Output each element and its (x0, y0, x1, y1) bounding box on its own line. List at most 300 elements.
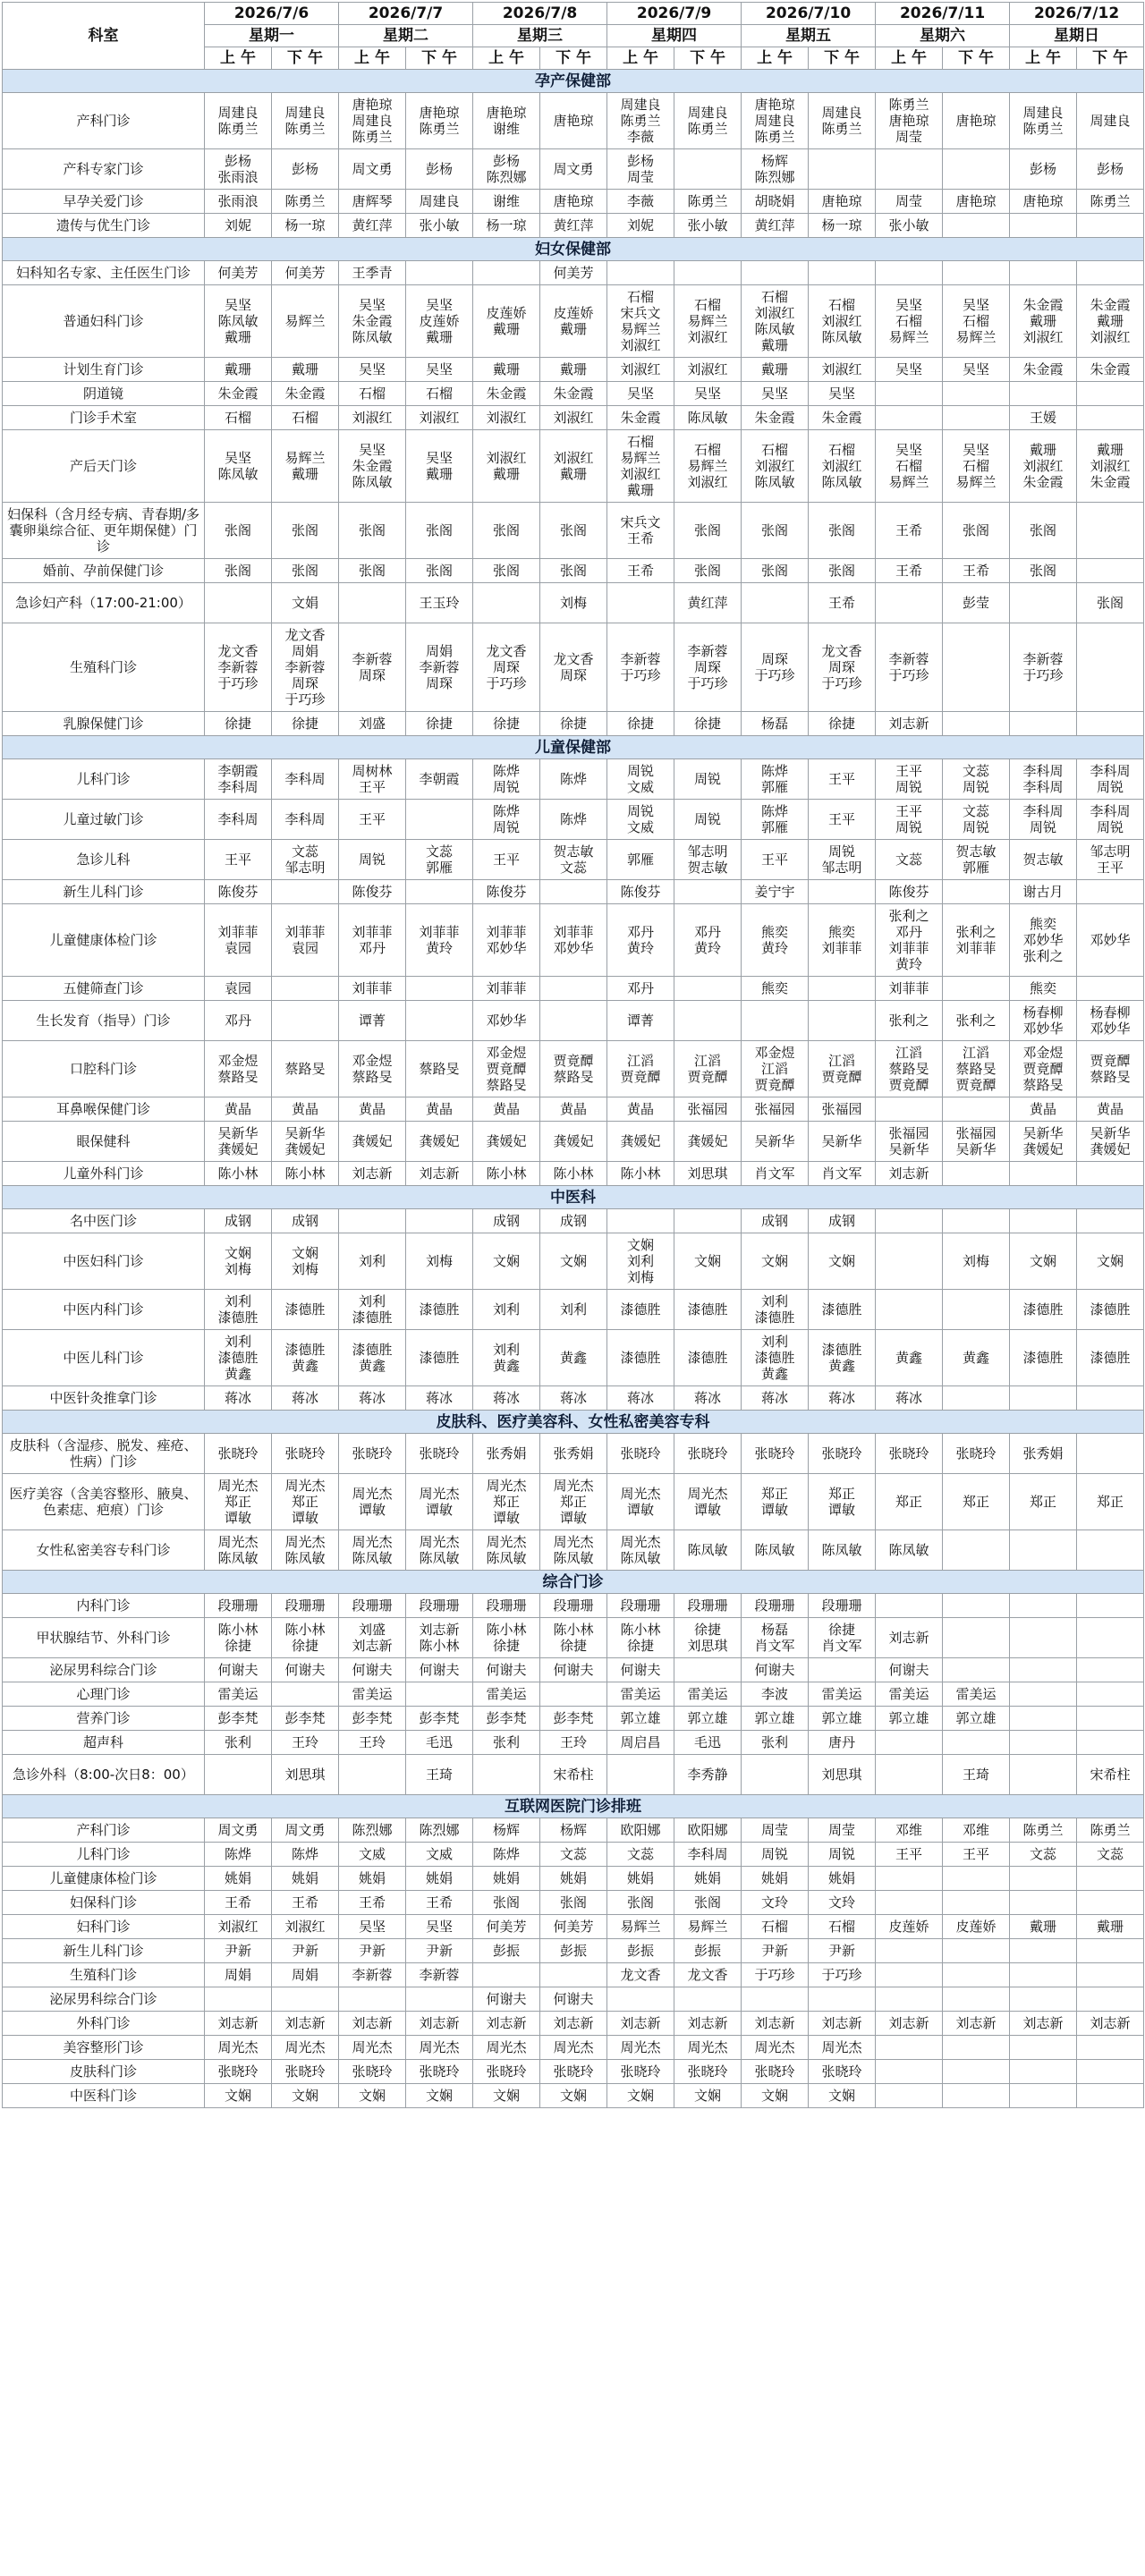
doctor-cell-am: 江滔 蔡路旻 贾竟醰 (876, 1041, 943, 1097)
doctor-cell-am: 周文勇 (339, 149, 406, 190)
doctor-cell-pm: 张阁 (809, 503, 876, 559)
doctor-cell-pm (1077, 559, 1144, 583)
department-name: 妇科知名专家、主任医生门诊 (3, 261, 205, 285)
doctor-cell-pm: 姚娟 (540, 1867, 607, 1891)
schedule-row (3, 1843, 1144, 1867)
doctor-cell-am: 刘妮 (607, 214, 674, 238)
doctor-cell-am: 王平 周锐 (876, 759, 943, 800)
doctor-cell-pm: 漆德胜 (809, 1290, 876, 1330)
doctor-cell-pm: 唐艳琼 陈勇兰 (406, 93, 473, 149)
doctor-cell-pm: 石榴 (272, 406, 339, 430)
doctor-cell-pm: 王平 (809, 800, 876, 840)
department-name: 急诊妇产科（17:00-21:00） (3, 583, 205, 623)
doctor-cell-pm: 张阁 (674, 503, 742, 559)
doctor-cell-pm: 段珊珊 (272, 1594, 339, 1618)
doctor-cell-am: 陈烨 (473, 1843, 540, 1867)
doctor-cell-am (876, 2036, 943, 2060)
doctor-cell-am (876, 1963, 943, 1987)
doctor-cell-pm: 李朝霞 (406, 759, 473, 800)
doctor-cell-am: 刘淑红 戴珊 (473, 430, 540, 503)
doctor-cell-am (876, 2084, 943, 2108)
doctor-cell-pm: 文娴 (1077, 1233, 1144, 1290)
department-name: 中医妇科门诊 (3, 1233, 205, 1290)
slot-pm: 下 午 (406, 47, 473, 70)
date-2026-7-10: 2026/7/10 (742, 3, 876, 25)
slot-am: 上 午 (205, 47, 272, 70)
department-name: 耳鼻喉保健门诊 (3, 1097, 205, 1122)
section-title: 孕产保健部 (3, 70, 1144, 93)
doctor-cell-pm (1077, 2060, 1144, 2084)
doctor-cell-pm: 张阁 (674, 1891, 742, 1915)
doctor-cell-am: 邓丹 (205, 1001, 272, 1041)
doctor-cell-pm: 刘淑红 戴珊 (540, 430, 607, 503)
doctor-cell-am: 朱金霞 (205, 382, 272, 406)
doctor-cell-pm (1077, 712, 1144, 736)
doctor-cell-pm: 龙文香 (674, 1963, 742, 1987)
section-title: 互联网医院门诊排班 (3, 1795, 1144, 1818)
schedule-row (3, 261, 1144, 285)
schedule-row (3, 2036, 1144, 2060)
doctor-cell-pm: 刘志新 (674, 2012, 742, 2036)
doctor-cell-pm: 龙文香 周琛 (540, 623, 607, 712)
doctor-cell-pm (809, 1001, 876, 1041)
section-header (3, 1186, 1144, 1209)
doctor-cell-am: 蒋冰 (473, 1386, 540, 1411)
doctor-cell-pm (1077, 1162, 1144, 1186)
doctor-cell-pm: 陈小林 徐捷 (540, 1618, 607, 1658)
doctor-cell-am: 刘志新 (205, 2012, 272, 2036)
doctor-cell-pm: 张利之 刘菲菲 (943, 904, 1010, 977)
doctor-cell-pm: 龙文香 周琛 于巧珍 (809, 623, 876, 712)
doctor-cell-am: 陈烨 郭雁 (742, 800, 809, 840)
doctor-cell-am: 刘志新 (742, 2012, 809, 2036)
doctor-cell-pm: 周建良 陈勇兰 (272, 93, 339, 149)
doctor-cell-pm: 漆德胜 (1077, 1290, 1144, 1330)
department-name: 甲状腺结节、外科门诊 (3, 1618, 205, 1658)
doctor-cell-am (205, 1755, 272, 1795)
doctor-cell-pm: 徐捷 (272, 712, 339, 736)
doctor-cell-pm (406, 1209, 473, 1233)
doctor-cell-am: 龚媛妃 (473, 1122, 540, 1162)
doctor-cell-pm: 姚娟 (272, 1867, 339, 1891)
doctor-cell-am: 石榴 (205, 406, 272, 430)
doctor-cell-am: 成钢 (205, 1209, 272, 1233)
doctor-cell-pm (943, 1658, 1010, 1682)
doctor-cell-pm: 段珊珊 (809, 1594, 876, 1618)
doctor-cell-am: 吴新华 龚媛妃 (205, 1122, 272, 1162)
doctor-cell-pm: 刘梅 (406, 1233, 473, 1290)
department-name: 妇保科（含月经专病、青春期/多囊卵巢综合征、更年期保健）门诊 (3, 503, 205, 559)
doctor-cell-am: 李朝霞 李科周 (205, 759, 272, 800)
doctor-cell-am: 刘菲菲 (339, 977, 406, 1001)
doctor-cell-pm: 张福园 吴新华 (943, 1122, 1010, 1162)
doctor-cell-am: 郑正 (876, 1474, 943, 1530)
doctor-cell-pm (1077, 1682, 1144, 1707)
doctor-cell-pm (1077, 1731, 1144, 1755)
schedule-row (3, 904, 1144, 977)
doctor-cell-am (1010, 1209, 1077, 1233)
doctor-cell-pm: 邓妙华 (1077, 904, 1144, 977)
doctor-cell-am: 谭菁 (607, 1001, 674, 1041)
doctor-cell-pm: 陈小林 (272, 1162, 339, 1186)
slot-am: 上 午 (473, 47, 540, 70)
doctor-cell-pm (943, 261, 1010, 285)
doctor-cell-am: 刘志新 (339, 2012, 406, 2036)
doctor-cell-am (876, 2060, 943, 2084)
schedule-row (3, 1097, 1144, 1122)
doctor-cell-pm (943, 406, 1010, 430)
doctor-cell-pm: 徐捷 刘思琪 (674, 1618, 742, 1658)
department-name: 妇保科门诊 (3, 1891, 205, 1915)
doctor-cell-pm: 张晓玲 (540, 2060, 607, 2084)
doctor-cell-pm: 漆德胜 (272, 1290, 339, 1330)
doctor-cell-pm: 成钢 (272, 1209, 339, 1233)
doctor-cell-am (473, 261, 540, 285)
doctor-cell-pm: 漆德胜 黄鑫 (272, 1330, 339, 1386)
doctor-cell-pm: 周光杰 陈凤敏 (540, 1530, 607, 1571)
doctor-cell-pm: 戴珊 刘淑红 朱金霞 (1077, 430, 1144, 503)
doctor-cell-am (1010, 1682, 1077, 1707)
doctor-cell-pm (943, 2036, 1010, 2060)
schedule-row (3, 1963, 1144, 1987)
doctor-cell-pm: 周建良 (1077, 93, 1144, 149)
doctor-cell-am: 贺志敏 (1010, 840, 1077, 880)
doctor-cell-am: 雷美运 (339, 1682, 406, 1707)
doctor-cell-pm (406, 800, 473, 840)
doctor-cell-pm: 陈烨 (272, 1843, 339, 1867)
doctor-cell-pm (1077, 1963, 1144, 1987)
schedule-row (3, 1707, 1144, 1731)
doctor-cell-am: 刘淑红 (607, 358, 674, 382)
doctor-cell-am: 彭振 (473, 1939, 540, 1963)
doctor-cell-pm: 何谢夫 (406, 1658, 473, 1682)
doctor-cell-am: 文娴 (205, 2084, 272, 2108)
doctor-cell-pm: 郭立雄 (809, 1707, 876, 1731)
doctor-cell-pm: 陈小林 (540, 1162, 607, 1186)
doctor-cell-am: 刘淑红 (205, 1915, 272, 1939)
doctor-cell-pm (1077, 1987, 1144, 2012)
doctor-cell-pm: 张秀娟 (540, 1434, 607, 1474)
doctor-cell-am: 刘菲菲 邓丹 (339, 904, 406, 977)
doctor-cell-pm: 石榴 易辉兰 刘淑红 (674, 430, 742, 503)
doctor-cell-am: 文娴 (742, 2084, 809, 2108)
doctor-cell-am: 张阁 (339, 503, 406, 559)
doctor-cell-pm: 唐艳琼 (540, 93, 607, 149)
schedule-row (3, 2060, 1144, 2084)
doctor-cell-pm: 郑正 (1077, 1474, 1144, 1530)
doctor-cell-am (1010, 1530, 1077, 1571)
doctor-cell-am: 彭振 (607, 1939, 674, 1963)
doctor-cell-am: 熊奕 黄玲 (742, 904, 809, 977)
doctor-cell-am (607, 1209, 674, 1233)
doctor-cell-am: 朱金霞 (742, 406, 809, 430)
doctor-cell-pm: 张利之 (943, 1001, 1010, 1041)
doctor-cell-pm: 刘淑红 (540, 406, 607, 430)
doctor-cell-am: 杨一琼 (473, 214, 540, 238)
doctor-cell-pm (809, 261, 876, 285)
department-name: 婚前、孕前保健门诊 (3, 559, 205, 583)
doctor-cell-am: 刘利 漆德胜 (205, 1290, 272, 1330)
doctor-cell-pm: 张阁 (1077, 583, 1144, 623)
doctor-cell-pm: 成钢 (809, 1209, 876, 1233)
doctor-cell-am: 文娴 (742, 1233, 809, 1290)
doctor-cell-am: 唐辉琴 (339, 190, 406, 214)
doctor-cell-am: 刘志新 (607, 2012, 674, 2036)
doctor-cell-pm: 王平 (943, 1843, 1010, 1867)
schedule-row (3, 406, 1144, 430)
schedule-row (3, 1731, 1144, 1755)
doctor-cell-am: 周启昌 (607, 1731, 674, 1755)
doctor-cell-am: 吴坚 (339, 358, 406, 382)
doctor-cell-pm: 文蕊 邹志明 (272, 840, 339, 880)
doctor-cell-am (876, 1594, 943, 1618)
doctor-cell-am: 文娴 刘梅 (205, 1233, 272, 1290)
doctor-cell-pm (540, 977, 607, 1001)
doctor-cell-pm: 张阁 (540, 1891, 607, 1915)
doctor-cell-pm: 陈勇兰 (1077, 1818, 1144, 1843)
doctor-cell-pm: 刘菲菲 袁园 (272, 904, 339, 977)
doctor-cell-am: 刘淑红 (473, 406, 540, 430)
doctor-cell-pm: 张晓玲 (406, 2060, 473, 2084)
doctor-cell-pm: 刘志新 (1077, 2012, 1144, 2036)
doctor-cell-am: 唐艳琼 (1010, 190, 1077, 214)
slot-pm: 下 午 (1077, 47, 1144, 70)
doctor-cell-pm: 王希 (943, 559, 1010, 583)
doctor-cell-pm: 王希 (406, 1891, 473, 1915)
doctor-cell-am: 皮莲娇 (876, 1915, 943, 1939)
doctor-cell-pm: 李秀静 (674, 1755, 742, 1795)
doctor-cell-pm (674, 1987, 742, 2012)
doctor-cell-pm: 唐丹 (809, 1731, 876, 1755)
doctor-cell-pm: 李新蓉 周琛 于巧珍 (674, 623, 742, 712)
doctor-cell-am: 吴坚 石榴 易辉兰 (876, 285, 943, 358)
doctor-cell-pm: 彭李梵 (272, 1707, 339, 1731)
doctor-cell-pm: 黄晶 (406, 1097, 473, 1122)
doctor-cell-am: 周光杰 (742, 2036, 809, 2060)
doctor-cell-am: 邓金煜 蔡路旻 (205, 1041, 272, 1097)
department-name: 产科专家门诊 (3, 149, 205, 190)
doctor-cell-am (1010, 1963, 1077, 1987)
doctor-cell-am: 王平 (339, 800, 406, 840)
doctor-cell-pm: 文娴 (406, 2084, 473, 2108)
doctor-cell-am: 姚娟 (205, 1867, 272, 1891)
doctor-cell-pm (1077, 406, 1144, 430)
doctor-cell-am: 姜宁宇 (742, 880, 809, 904)
doctor-cell-pm: 文蕊 郭雁 (406, 840, 473, 880)
doctor-cell-am: 文娴 (339, 2084, 406, 2108)
doctor-cell-pm: 陈烨 (540, 800, 607, 840)
doctor-cell-pm: 贺志敏 文蕊 (540, 840, 607, 880)
doctor-cell-pm (943, 623, 1010, 712)
doctor-cell-pm: 周文勇 (540, 149, 607, 190)
doctor-cell-pm: 刘志新 (406, 1162, 473, 1186)
doctor-cell-am: 杨磊 肖文军 (742, 1618, 809, 1658)
doctor-cell-pm: 文蕊 (540, 1843, 607, 1867)
doctor-cell-am: 张阁 (473, 1891, 540, 1915)
doctor-cell-pm (406, 977, 473, 1001)
doctor-cell-pm: 姚娟 (809, 1867, 876, 1891)
schedule-row (3, 1939, 1144, 1963)
doctor-cell-pm: 段珊珊 (674, 1594, 742, 1618)
doctor-cell-am (339, 583, 406, 623)
doctor-cell-pm (943, 2060, 1010, 2084)
doctor-cell-pm: 吴坚 石榴 易辉兰 (943, 430, 1010, 503)
doctor-cell-am: 陈勇兰 唐艳琼 周莹 (876, 93, 943, 149)
doctor-cell-pm: 朱金霞 (272, 382, 339, 406)
doctor-cell-am: 王希 (339, 1891, 406, 1915)
department-name: 儿科门诊 (3, 1843, 205, 1867)
doctor-cell-am: 陈小林 (607, 1162, 674, 1186)
doctor-cell-pm: 文娴 (674, 1233, 742, 1290)
doctor-cell-pm: 邹志明 王平 (1077, 840, 1144, 880)
doctor-cell-am: 邓丹 (607, 977, 674, 1001)
schedule-row (3, 1891, 1144, 1915)
doctor-cell-am: 何谢夫 (205, 1658, 272, 1682)
schedule-row (3, 1618, 1144, 1658)
weekday-sat: 星期六 (876, 25, 1010, 47)
doctor-cell-pm: 陈小林 徐捷 (272, 1618, 339, 1658)
department-name: 中医内科门诊 (3, 1290, 205, 1330)
doctor-cell-am: 漆德胜 (1010, 1330, 1077, 1386)
doctor-cell-am: 郭雁 (607, 840, 674, 880)
doctor-cell-am: 文娴 (607, 2084, 674, 2108)
doctor-cell-pm: 刘梅 (943, 1233, 1010, 1290)
doctor-cell-am: 张利 (205, 1731, 272, 1755)
doctor-cell-am: 张晓玲 (473, 2060, 540, 2084)
doctor-cell-pm: 雷美运 (674, 1682, 742, 1707)
doctor-cell-am: 谢维 (473, 190, 540, 214)
doctor-cell-am: 黄晶 (205, 1097, 272, 1122)
doctor-cell-pm: 石榴 (809, 1915, 876, 1939)
doctor-cell-am: 刘利 (473, 1290, 540, 1330)
schedule-row (3, 285, 1144, 358)
doctor-cell-am: 陈小林 徐捷 (473, 1618, 540, 1658)
doctor-cell-am: 周娟 (205, 1963, 272, 1987)
doctor-cell-am: 宋兵文 王希 (607, 503, 674, 559)
doctor-cell-am: 张阁 (1010, 559, 1077, 583)
doctor-cell-am: 李新蓉 于巧珍 (607, 623, 674, 712)
doctor-cell-pm: 江滔 贾竟醰 (809, 1041, 876, 1097)
doctor-cell-am: 何谢夫 (473, 1658, 540, 1682)
doctor-cell-am (742, 1987, 809, 2012)
doctor-cell-pm: 吴坚 (406, 358, 473, 382)
doctor-cell-pm (1077, 1386, 1144, 1411)
doctor-cell-am: 姚娟 (339, 1867, 406, 1891)
doctor-cell-pm: 郭立雄 (674, 1707, 742, 1731)
doctor-cell-am: 徐捷 (473, 712, 540, 736)
doctor-cell-pm: 刘利 (540, 1290, 607, 1330)
doctor-cell-am: 李新蓉 (339, 1963, 406, 1987)
doctor-cell-am: 雷美运 (473, 1682, 540, 1707)
doctor-cell-am: 蒋冰 (205, 1386, 272, 1411)
doctor-cell-pm (674, 977, 742, 1001)
doctor-cell-am: 张晓玲 (742, 1434, 809, 1474)
doctor-cell-am: 周光杰 (607, 2036, 674, 2060)
doctor-cell-pm: 陈勇兰 (674, 190, 742, 214)
schedule-row (3, 1233, 1144, 1290)
doctor-cell-pm: 朱金霞 戴珊 刘淑红 (1077, 285, 1144, 358)
doctor-cell-pm: 雷美运 (943, 1682, 1010, 1707)
doctor-cell-am (876, 1097, 943, 1122)
department-header: 科室 (3, 3, 205, 70)
doctor-cell-am: 漆德胜 (607, 1290, 674, 1330)
schedule-row (3, 1122, 1144, 1162)
doctor-cell-pm: 周建良 (406, 190, 473, 214)
doctor-cell-pm: 张晓玲 (674, 2060, 742, 2084)
doctor-cell-pm: 文娴 (272, 2084, 339, 2108)
schedule-row (3, 800, 1144, 840)
doctor-cell-pm (943, 712, 1010, 736)
doctor-cell-pm (1077, 382, 1144, 406)
slot-pm: 下 午 (674, 47, 742, 70)
doctor-cell-pm: 王玲 (272, 1731, 339, 1755)
department-name: 早孕关爱门诊 (3, 190, 205, 214)
doctor-cell-am (1010, 1731, 1077, 1755)
doctor-cell-pm: 易辉兰 (272, 285, 339, 358)
doctor-cell-pm: 何谢夫 (540, 1987, 607, 2012)
doctor-cell-am: 张阁 (473, 559, 540, 583)
doctor-cell-am: 陈凤敏 (742, 1530, 809, 1571)
date-2026-7-12: 2026/7/12 (1010, 3, 1144, 25)
doctor-cell-pm: 周光杰 陈凤敏 (272, 1530, 339, 1571)
doctor-cell-am: 朱金霞 (473, 382, 540, 406)
doctor-cell-am: 周锐 文威 (607, 759, 674, 800)
doctor-cell-pm (540, 1001, 607, 1041)
doctor-cell-am: 段珊珊 (742, 1594, 809, 1618)
doctor-cell-am: 陈小林 (205, 1162, 272, 1186)
doctor-cell-am: 刘淑红 (339, 406, 406, 430)
doctor-cell-pm: 黄晶 (540, 1097, 607, 1122)
slot-pm: 下 午 (540, 47, 607, 70)
doctor-cell-am: 熊奕 邓妙华 张利之 (1010, 904, 1077, 977)
doctor-cell-am: 张福园 吴新华 (876, 1122, 943, 1162)
doctor-cell-pm (674, 880, 742, 904)
doctor-cell-pm: 蒋冰 (674, 1386, 742, 1411)
department-name: 中医儿科门诊 (3, 1330, 205, 1386)
doctor-cell-pm: 漆德胜 (674, 1290, 742, 1330)
doctor-cell-am (876, 1755, 943, 1795)
doctor-cell-am: 李新蓉 于巧珍 (1010, 623, 1077, 712)
department-name: 心理门诊 (3, 1682, 205, 1707)
doctor-cell-pm: 王琦 (406, 1755, 473, 1795)
doctor-cell-pm: 刘志新 (943, 2012, 1010, 2036)
doctor-cell-pm: 肖文军 (809, 1162, 876, 1186)
doctor-cell-am (876, 1233, 943, 1290)
doctor-cell-pm: 吴坚 石榴 易辉兰 (943, 285, 1010, 358)
doctor-cell-pm: 周锐 (674, 759, 742, 800)
doctor-cell-am: 张阁 (339, 559, 406, 583)
doctor-cell-pm: 戴珊 (540, 358, 607, 382)
doctor-cell-pm: 周光杰 (674, 2036, 742, 2060)
doctor-cell-pm: 朱金霞 (540, 382, 607, 406)
doctor-cell-am (607, 583, 674, 623)
doctor-cell-am (1010, 2084, 1077, 2108)
doctor-cell-am (1010, 1386, 1077, 1411)
doctor-cell-am: 陈小林 徐捷 (607, 1618, 674, 1658)
department-name: 新生儿科门诊 (3, 1939, 205, 1963)
doctor-cell-pm: 江滔 贾竟醰 (674, 1041, 742, 1097)
doctor-cell-pm: 张阁 (809, 559, 876, 583)
doctor-cell-am: 李新蓉 周琛 (339, 623, 406, 712)
doctor-cell-pm: 吴坚 戴珊 (406, 430, 473, 503)
date-2026-7-9: 2026/7/9 (607, 3, 742, 25)
doctor-cell-am: 陈凤敏 (876, 1530, 943, 1571)
doctor-cell-am: 周莹 (742, 1818, 809, 1843)
doctor-cell-am: 陈烨 周锐 (473, 759, 540, 800)
doctor-cell-pm: 周建良 陈勇兰 (809, 93, 876, 149)
doctor-cell-pm: 王希 (809, 583, 876, 623)
doctor-cell-pm: 毛迅 (406, 1731, 473, 1755)
